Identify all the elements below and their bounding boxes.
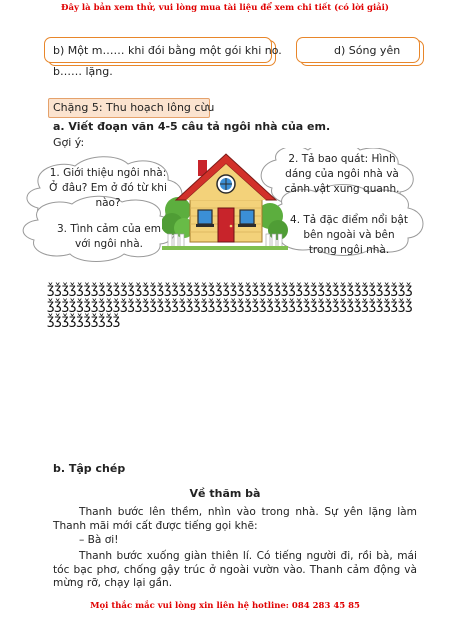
passage-p2: – Bà ơi! (79, 534, 119, 546)
cloud-4-text: 4. Tả đặc điểm nổi bật bên ngoài và bên trong ngôi nhà. (290, 214, 408, 256)
task-b-title: b. Tập chép (53, 462, 126, 475)
chapter-label: Chặng 5: Thu hoạch lông cừu (53, 101, 215, 114)
hint-label: Gợi ý: (53, 136, 85, 149)
passage-p3: Thanh bước xuống giàn thiên lí. Có tiếng người đi, rồi bà, mái tóc bạc phơ, chống gậy trúc ở ngoài vườn vào. Thanh cảm động và mừng rỡ, chạy lại gần. (53, 550, 417, 589)
option-d: d) Sóng yên (334, 44, 401, 57)
option-b-line1: b) Một m…… khi đói bằng một gói khi no. (53, 44, 282, 57)
poem-title: Về thăm bà (189, 487, 261, 500)
task-a-title: a. Viết đoạn văn 4-5 câu tả ngôi nhà của em. (53, 120, 331, 133)
preview-notice: Đây là bản xem thử, vui lòng mua tài liệu để xem chi tiết (có lời giải) (61, 3, 389, 13)
cloud-2-text: 2. Tả bao quát: Hình dáng của ngôi nhà và cảnh vật xung quanh. (284, 153, 400, 195)
option-b-line2: b…… lặng. (53, 65, 113, 78)
house-illustration (162, 150, 288, 252)
cloud-1-text: 1. Giới thiệu ngôi nhà: Ở đâu? Em ở đó từ khi nào? (49, 167, 167, 209)
cloud-3-text: 3. Tình cảm của em với ngôi nhà. (57, 223, 161, 250)
writing-lines: ǯǯǯǯǯǯǯǯǯǯǯǯǯǯǯǯǯǯǯǯǯǯǯǯǯǯǯǯǯǯǯǯǯǯǯǯǯǯǯǯǯǯǯǯǯǯǯǯǯǯǯǯǯǯǯǯǯǯǯǯǯǯǯǯǯǯǯǯǯǯǯǯǯǯǯǯǯǯǯǯǯǯǯǯǯǯǯǯǯǯǯǯǯǯǯǯǯǯǯǯǯǯǯǯǯǯǯǯǯǯ (47, 282, 413, 328)
footer-hotline: Mọi thắc mắc vui lòng xin liên hệ hotline: 084 283 45 85 (90, 601, 360, 611)
passage-p1: Thanh bước lên thềm, nhìn vào trong nhà. Sự yên lặng làm Thanh mãi mới cất được tiếng gọi khẽ: (53, 506, 417, 532)
